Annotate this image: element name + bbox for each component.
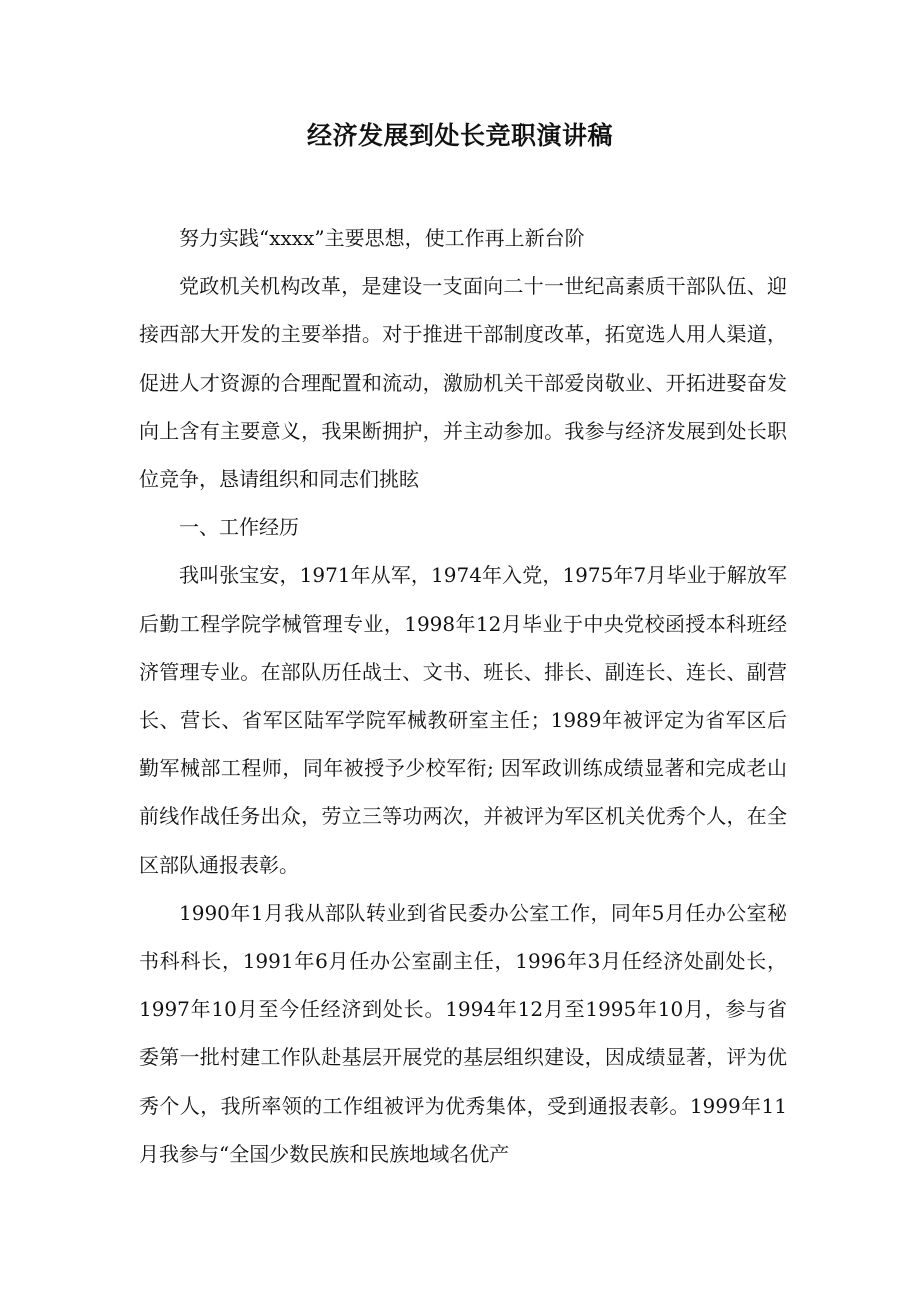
paragraph-civil-career: 1990年1月我从部队转业到省民委办公室工作，同年5月任办公室秘书科科长，1991年6月任办公室副主任，1996年3月任经济处副处长，1997年10月至今任经济到处长。1994年12月至1995年10月，参与省委第一批村建工作队赴基层开展党的基层组织建设，因成绩显著，评为优秀个人，我所率领的工作组被评为优秀集体，受到通报表彰。1999年11月我参与“全国少数民族和民族地域名优产 <box>139 900 787 1166</box>
section-heading-work-experience: 一、工作经历 <box>179 515 299 540</box>
paragraph-intro: 党政机关机构改革，是建设一支面向二十一世纪高素质干部队伍、迎接西部大开发的主要举措。对于推进干部制度改革，拓宽选人用人渠道，促进人才资源的合理配置和流动，激励机关干部爱岗敬业、开拓进娶奋发向上含有主要意义，我果断拥护，并主动参加。我参与经济发展到处长职位竞争，恳请组织和同志们挑眩 <box>139 274 787 492</box>
paragraph-military-career: 我叫张宝安，1971年从军，1974年入党，1975年7月毕业于解放军后勤工程学院学械管理专业，1998年12月毕业于中央党校函授本科班经济管理专业。在部队历任战士、文书、班长、排长、副连长、连长、副营长、营长、省军区陆军学院军械教研室主任；1989年被评定为省军区后勤军械部工程师，同年被授予少校军衔; 因军政训练成绩显著和完成老山前线作战任务出众，劳立三等功两次，并被评为军区机关优秀个人，在全区部队通报表彰。 <box>139 563 787 877</box>
document-title: 经济发展到处长竞职演讲稿 <box>306 121 613 150</box>
paragraph-subtitle: 努力实践“xxxx”主要思想，使工作再上新台阶 <box>179 226 585 250</box>
document-body <box>139 214 787 1178</box>
